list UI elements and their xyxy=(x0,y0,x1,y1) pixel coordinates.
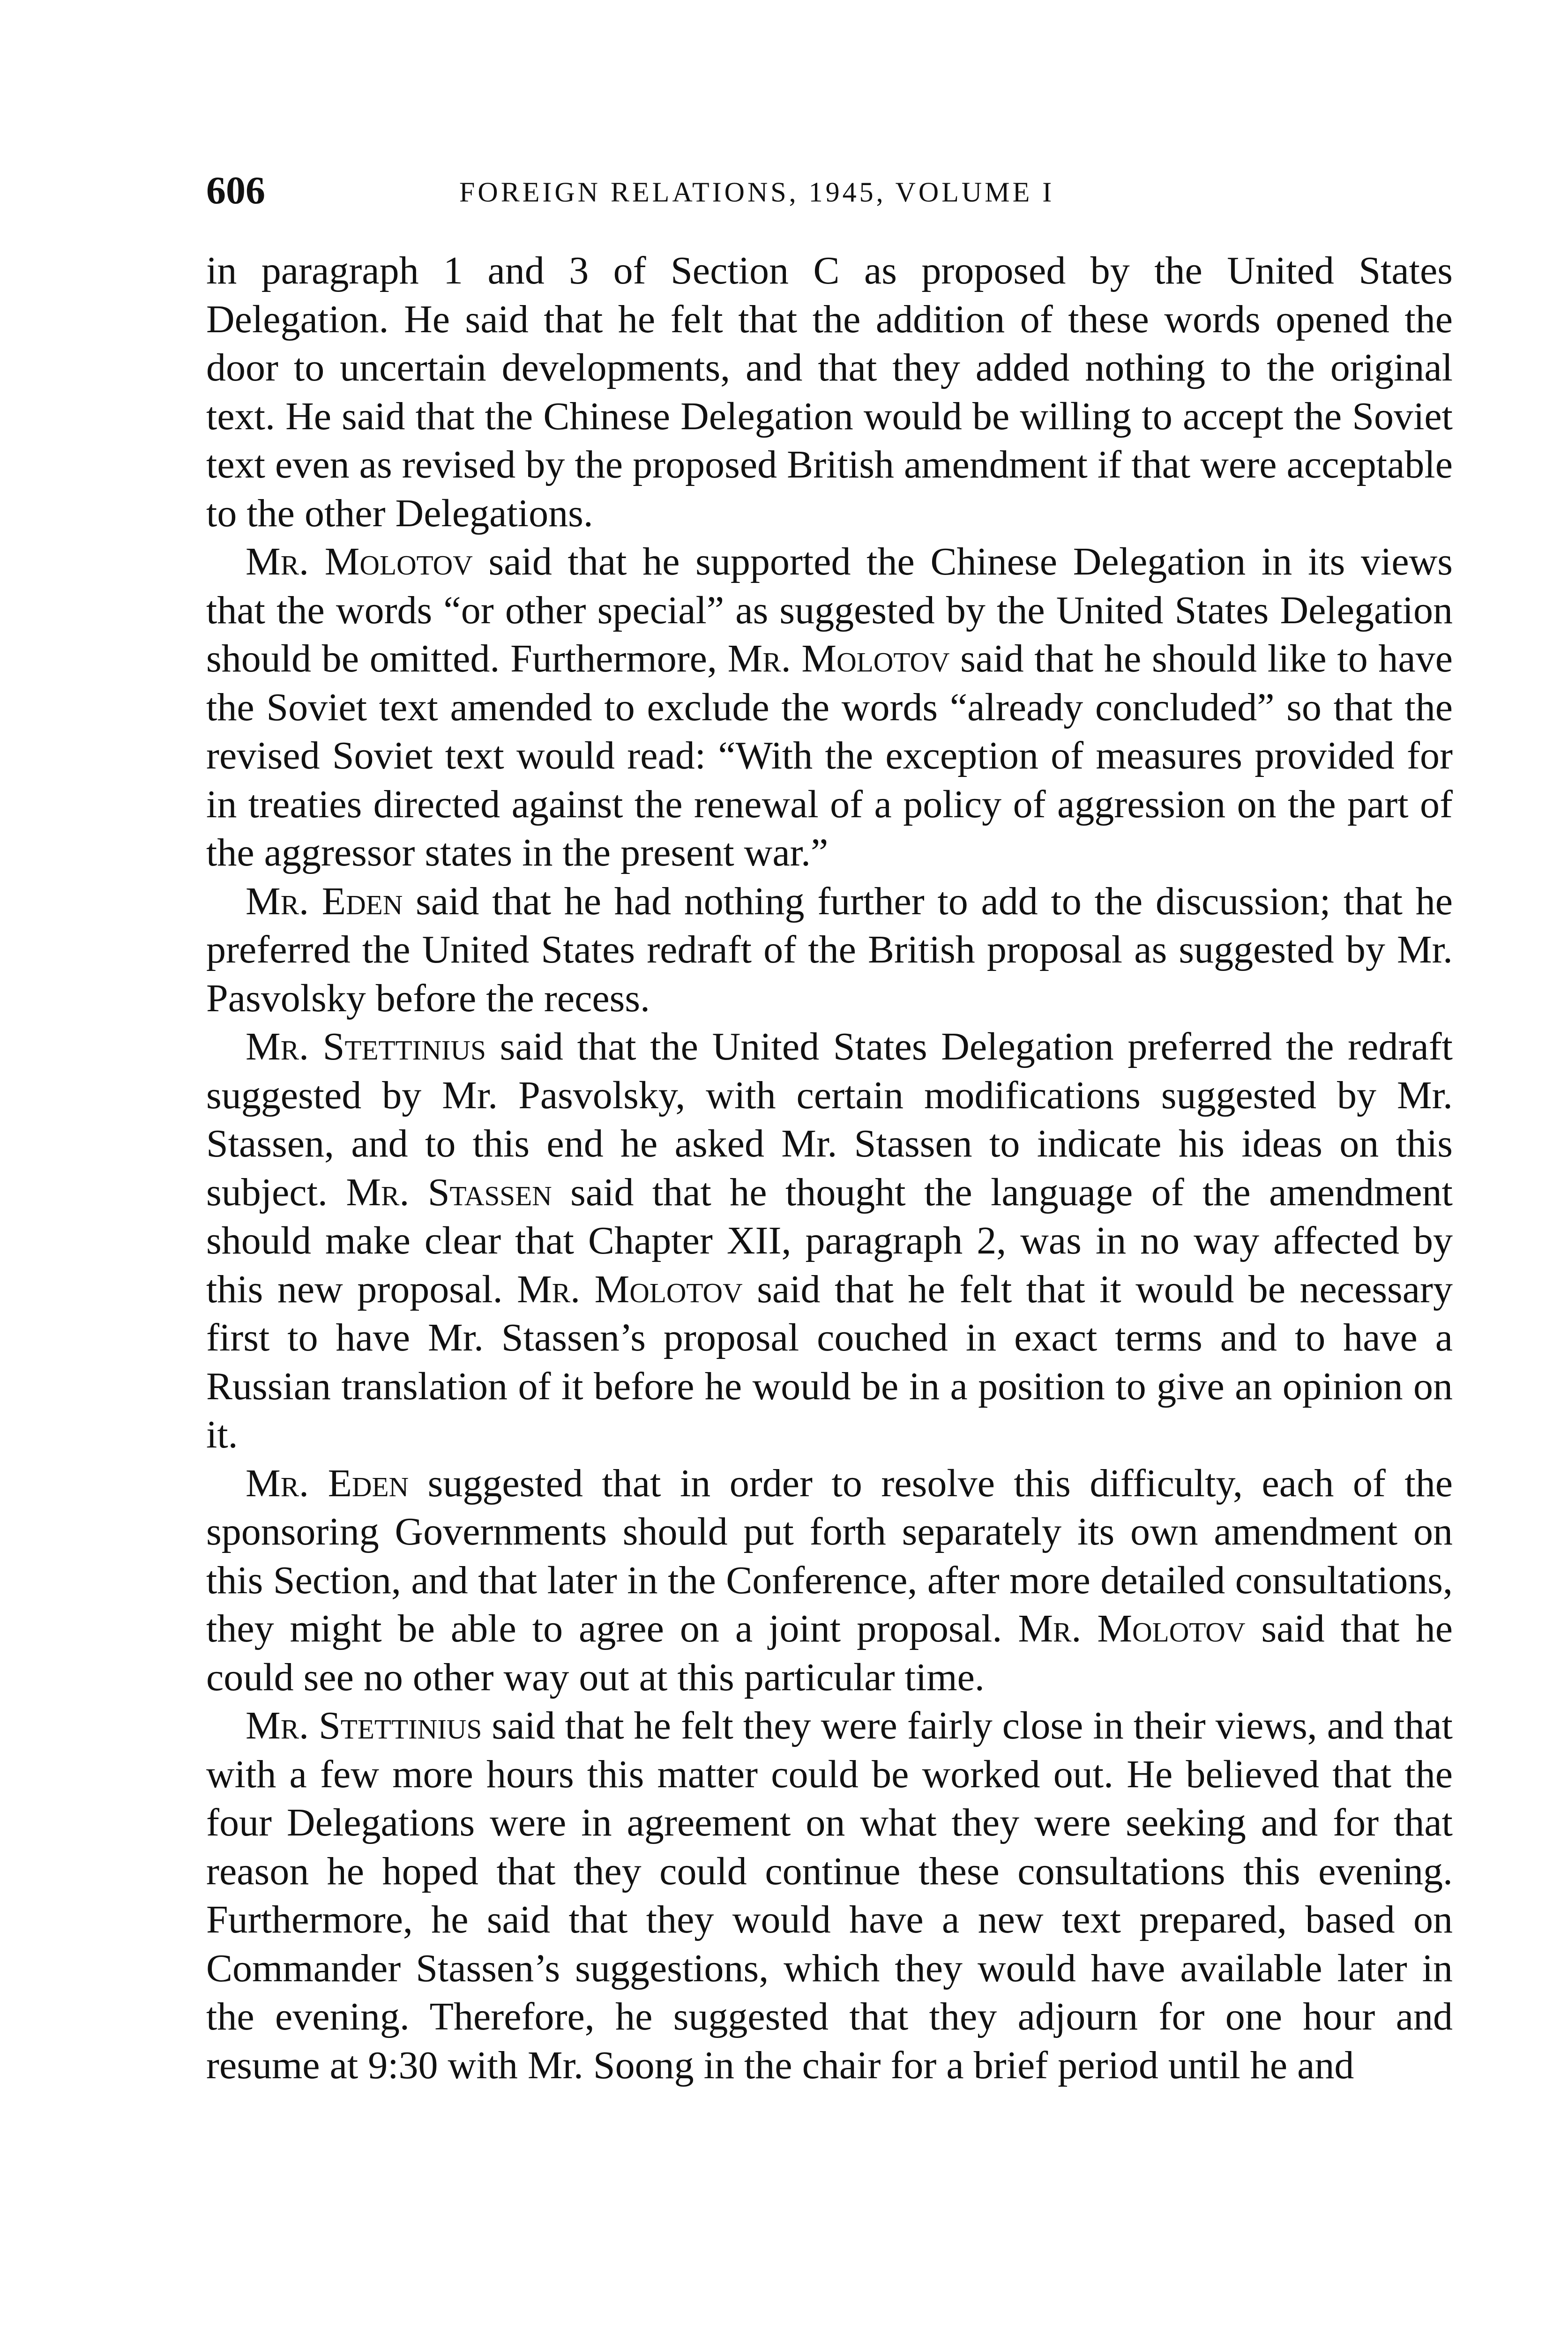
paragraph-text: said that he supported the Chinese Delegation in its views that the words “or other special” as suggested by the United States Delegation should be omitted. Furthermore, xyxy=(206,540,1453,680)
paragraph xyxy=(206,246,1453,537)
page-header xyxy=(206,165,1453,216)
speaker-name: Mr. Eden xyxy=(246,879,403,923)
paragraph xyxy=(206,1459,1453,1702)
paragraph-text: said that he thought the language of the amendment should make clear that Chapter XII, paragraph 2, was in no way affected by this new proposal. xyxy=(206,1170,1453,1311)
paragraph xyxy=(206,1701,1453,2089)
paragraph-text: said that he should like to have the Soviet text amended to exclude the words “already concluded” so that the revised Soviet text would read: “With the exception of measures provided for in treaties directed against the renewal of a policy of aggression on the part of the aggressor states in the present war.” xyxy=(206,637,1453,874)
speaker-name: Mr. Eden xyxy=(246,1461,409,1505)
paragraph-text: said that he felt that it would be necessary first to have Mr. Stassen’s proposal couched in exact terms and to have a Russian translation of it before he would be in a position to give an opinion on it. xyxy=(206,1267,1453,1456)
paragraph xyxy=(206,1022,1453,1459)
paragraph xyxy=(206,537,1453,877)
paragraph-text: said that he had nothing further to add to the discussion; that he preferred the United States redraft of the British proposal as suggested by Mr. Pasvolsky before the recess. xyxy=(206,879,1453,1020)
speaker-name: Mr. Molotov xyxy=(517,1267,743,1311)
paragraph xyxy=(206,877,1453,1023)
paragraph-text: said that he felt they were fairly close in their views, and that with a few more hours this matter could be worked out. He believed that the four Delegations were in agreement on what they were seeking and for that reason he hoped that they could continue these consultations this evening. Furthermore, he said that they would have a new text prepared, based on Commander Stassen’s suggestions, which they would have available later in the evening. Therefore, he suggested that they adjourn for one hour and resume at 9:30 with Mr. Soong in the chair for a brief period until he and xyxy=(206,1704,1453,2087)
speaker-name: Mr. Molotov xyxy=(246,540,473,583)
page-number: 606 xyxy=(206,169,265,212)
speaker-name: Mr. Molotov xyxy=(1018,1607,1246,1650)
body-text xyxy=(206,246,1453,2089)
paragraph-text: said that he could see no other way out at this particular time. xyxy=(206,1607,1453,1699)
paragraph-text: said that the United States Delegation preferred the redraft suggested by Mr. Pasvolsky, with certain modifications suggested by Mr. Stassen, and to this end he asked Mr. Stassen to indicate his ideas on this subject. xyxy=(206,1025,1453,1214)
paragraph-text: in paragraph 1 and 3 of Section C as proposed by the United States Delegation. He said that he felt that the addition of these words opened the door to uncertain developments, and that they added nothing to the original text. He said that the Chinese Delegation would be willing to accept the Soviet text even as revised by the proposed British amendment if that were acceptable to the other Delegations. xyxy=(206,249,1453,535)
speaker-name: Mr. Stettinius xyxy=(246,1025,486,1068)
speaker-name: Mr. Stettinius xyxy=(246,1704,482,1747)
running-title: FOREIGN RELATIONS, 1945, VOLUME I xyxy=(459,177,1055,208)
speaker-name: Mr. Molotov xyxy=(727,637,950,680)
speaker-name: Mr. Stassen xyxy=(346,1170,552,1214)
paragraph-text: suggested that in order to resolve this difficulty, each of the sponsoring Governments should put forth separately its own amendment on this Section, and that later in the Conference, after more detailed consultations, they might be able to agree on a joint proposal. xyxy=(206,1461,1453,1650)
